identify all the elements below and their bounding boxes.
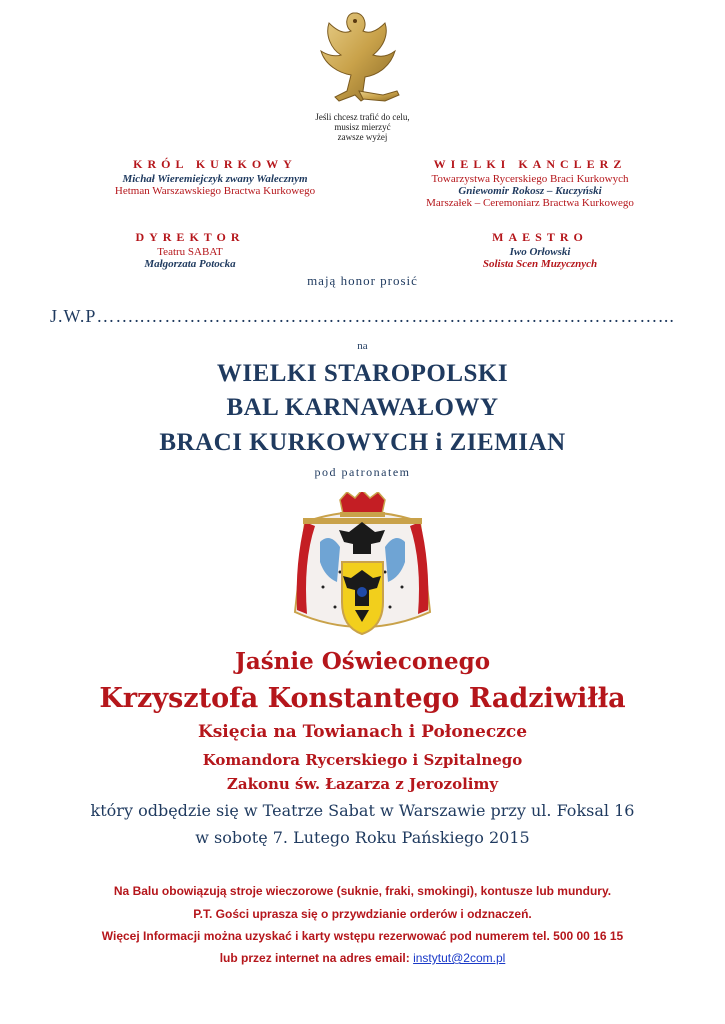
recipient-line: J.W.P……..………………………………………………………………………...	[50, 306, 675, 326]
kanclerz-name: Gniewomir Rokosz – Kuczyński	[458, 185, 602, 197]
orders-text: P.T. Gości uprasza się o przywdzianie orderów i odznaczeń.	[193, 907, 532, 921]
heading-krol-kurkowy: KRÓL KURKOWY	[133, 157, 297, 171]
golden-bird-icon	[305, 5, 415, 115]
heading-dyrektor: DYREKTOR	[135, 230, 245, 244]
heading-maestro: MAESTRO	[492, 230, 588, 244]
maestro-block	[395, 230, 685, 270]
kanclerz-title: Marszałek – Ceremoniarz Bractwa Kurkowego	[426, 197, 634, 209]
krol-title: Hetman Warszawskiego Bractwa Kurkowego	[114, 185, 316, 197]
dyrektor-block	[55, 230, 325, 270]
email-prefix: lub przez internet na adres email:	[219, 951, 414, 965]
wielki-kanclerz-block	[380, 157, 680, 209]
email-link[interactable]: instytut@2com.pl	[413, 951, 506, 965]
motto-line: musisz mierzyć	[334, 122, 391, 132]
maestro-title: Solista Scen Muzycznych	[482, 258, 598, 270]
patron-title-2: Komandora Rycerskiego i Szpitalnego	[202, 751, 523, 769]
dress-code-text: Na Balu obowiązują stroje wieczorowe (suknie, fraki, smokingi), kontusze lub mundury.	[113, 884, 612, 898]
dyrektor-name: Małgorzata Potocka	[144, 258, 236, 270]
patron-name: Krzysztofa Konstantego Radziwiłła	[99, 683, 626, 714]
venue-text: który odbędzie się w Teatrze Sabat w Warszawie przy ul. Foksal 16	[90, 801, 635, 820]
patronage-text: pod patronatem	[314, 465, 411, 479]
patron-honorific: Jaśnie Oświeconego	[234, 648, 491, 675]
honor-text: mają honor prosić	[307, 273, 418, 288]
motto-line: zawsze wyżej	[337, 132, 388, 142]
heading-wielki-kanclerz: WIELKI KANCLERZ	[433, 157, 627, 171]
patron-title-1: Księcia na Towianach i Połoneczce	[197, 722, 528, 742]
na-text: na	[357, 340, 368, 352]
kanclerz-org: Towarzystwa Rycerskiego Braci Kurkowych	[431, 173, 629, 185]
krol-kurkowy-block	[55, 157, 375, 197]
patron-title-3: Zakonu św. Łazarza z Jerozolimy	[226, 775, 499, 793]
krol-name: Michał Wieremiejczyk zwany Walecznym	[122, 173, 308, 185]
phone-info-text: Więcej Informacji można uzyskać i karty wstępu rezerwować pod numerem tel. 500 00 16 15	[101, 929, 624, 943]
radziwill-coat-of-arms-icon	[285, 492, 440, 642]
title-line-3: BRACI KURKOWYCH i ZIEMIAN	[159, 429, 566, 456]
motto-line: Jeśli chcesz trafić do celu,	[315, 112, 410, 122]
date-text: w sobotę 7. Lutego Roku Pańskiego 2015	[195, 828, 530, 847]
email-info	[0, 951, 725, 965]
title-line-1: WIELKI STAROPOLSKI	[216, 360, 509, 387]
dyrektor-org: Teatru SABAT	[157, 246, 223, 258]
title-line-2: BAL KARNAWAŁOWY	[226, 394, 499, 421]
maestro-name: Iwo Orłowski	[509, 246, 571, 258]
motto	[300, 112, 425, 142]
